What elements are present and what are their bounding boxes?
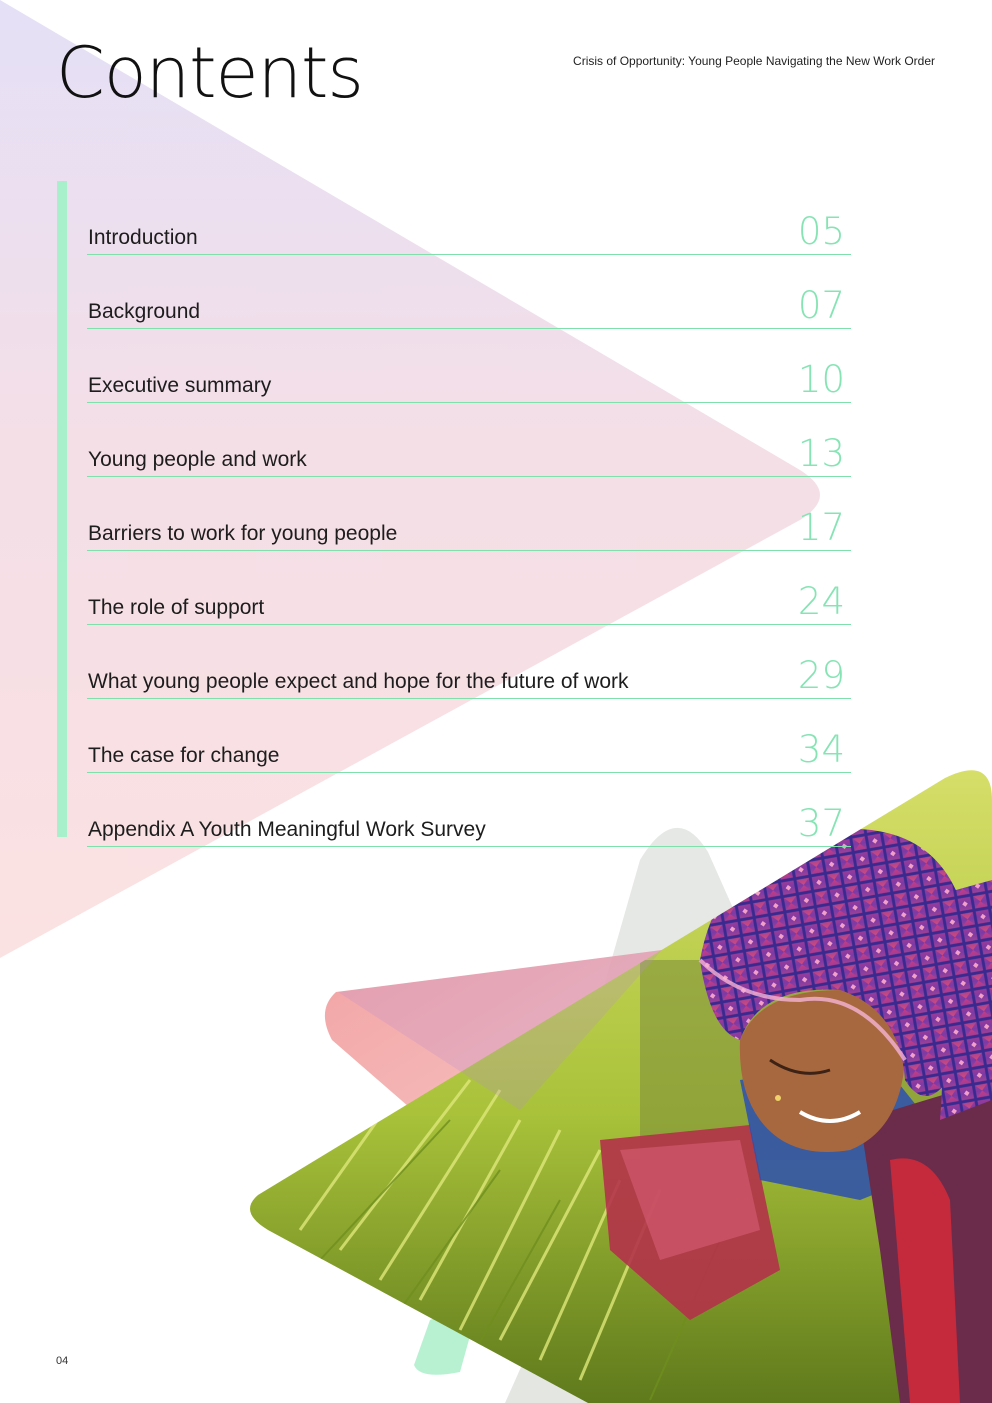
- toc-entry-label: Young people and work: [88, 448, 307, 471]
- toc-entry-barriers-to-work[interactable]: [87, 477, 851, 551]
- toc-entry-introduction[interactable]: [87, 181, 851, 255]
- toc-entry-future-of-work[interactable]: [87, 625, 851, 699]
- toc-entry-label: Introduction: [88, 226, 198, 249]
- toc-entry-page: 17: [797, 506, 845, 549]
- toc-divider: [87, 846, 851, 847]
- toc-entry-page: 10: [797, 358, 845, 401]
- toc-entry-appendix-a[interactable]: [87, 773, 851, 847]
- toc-entry-label: Executive summary: [88, 374, 272, 397]
- table-of-contents: [87, 181, 851, 847]
- toc-entry-page: 07: [797, 284, 845, 327]
- page-number: 04: [56, 1355, 69, 1367]
- toc-entry-background[interactable]: [87, 255, 851, 329]
- toc-entry-case-for-change[interactable]: [87, 699, 851, 773]
- report-title: Crisis of Opportunity: Young People Navigating the New Work Order: [573, 54, 935, 68]
- toc-entry-label: The case for change: [88, 744, 280, 767]
- toc-accent-bar: [57, 181, 67, 837]
- toc-entry-page: 24: [797, 580, 845, 623]
- toc-entry-page: 34: [797, 728, 845, 771]
- page-title: Contents: [56, 32, 363, 114]
- toc-entry-label: The role of support: [88, 596, 265, 619]
- toc-entry-label: What young people expect and hope for the future of work: [88, 670, 629, 693]
- toc-entry-executive-summary[interactable]: [87, 329, 851, 403]
- toc-entry-young-people-and-work[interactable]: [87, 403, 851, 477]
- toc-entry-label: Appendix A Youth Meaningful Work Survey: [88, 818, 486, 841]
- toc-entry-page: 13: [797, 432, 845, 475]
- toc-entry-label: Background: [88, 300, 201, 323]
- toc-entry-page: 05: [797, 210, 845, 253]
- toc-entry-label: Barriers to work for young people: [88, 522, 398, 545]
- toc-entry-page: 37: [797, 802, 845, 845]
- toc-entry-page: 29: [797, 654, 845, 697]
- toc-entry-role-of-support[interactable]: [87, 551, 851, 625]
